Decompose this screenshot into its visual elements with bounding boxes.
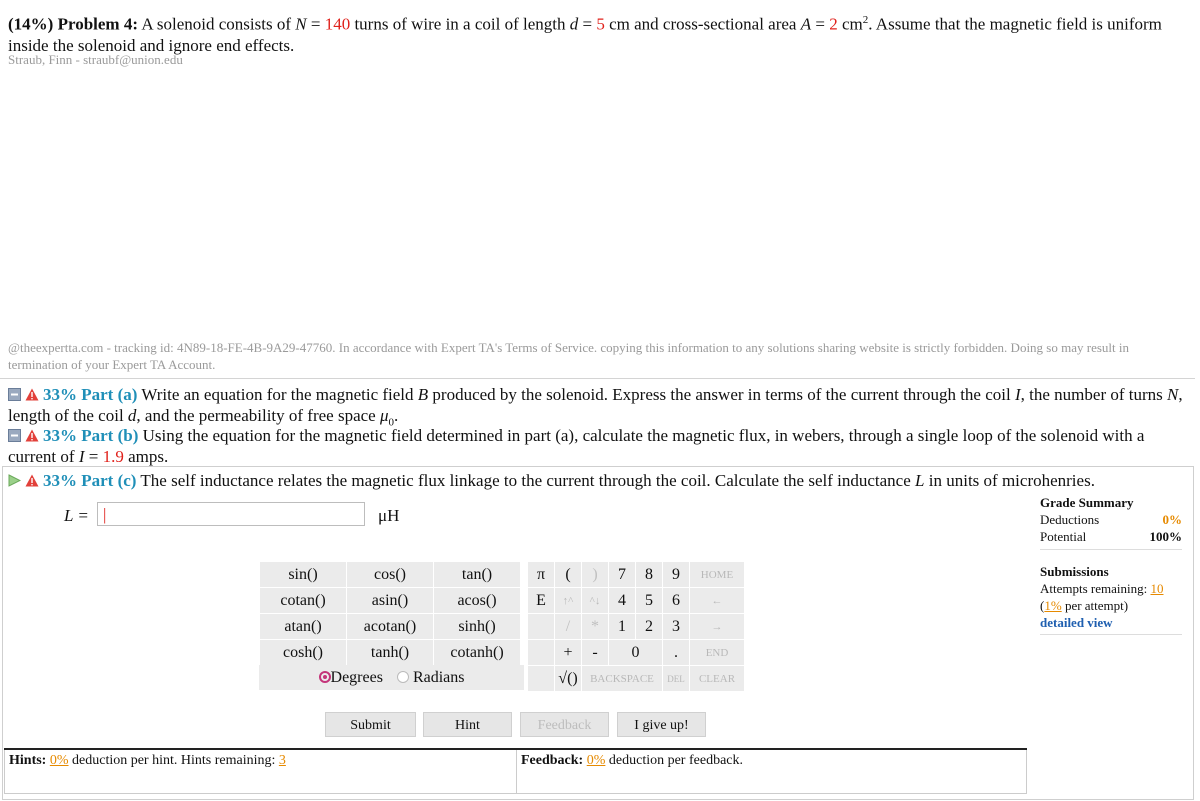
home-key[interactable]: HOME <box>690 562 745 588</box>
cotanh-button[interactable]: cotanh() <box>434 640 521 666</box>
var-l: L <box>915 471 925 490</box>
feedback-button[interactable]: Feedback <box>520 712 609 737</box>
tanh-button[interactable]: tanh() <box>347 640 434 666</box>
open-paren: ( <box>1040 598 1045 613</box>
feedback-deduction: 0% <box>586 753 606 768</box>
minus-key[interactable]: - <box>582 640 609 666</box>
warning-icon <box>25 429 39 442</box>
dot-key[interactable]: . <box>663 640 690 666</box>
deductions-value: 0% <box>1162 512 1182 527</box>
attempts-value: 10 <box>1150 581 1164 596</box>
key-0[interactable]: 0 <box>609 640 663 666</box>
problem-text: cm <box>837 14 863 34</box>
key-6[interactable]: 6 <box>663 588 690 614</box>
answer-label: L = <box>64 506 89 525</box>
degrees-radio[interactable] <box>319 671 331 683</box>
detailed-view-link[interactable]: detailed view <box>1040 615 1113 630</box>
problem-label: Problem 4: <box>57 14 138 34</box>
part-c-title: 33% Part (c) <box>43 471 137 490</box>
problem-text: . Assume that the magnetic field is uniform inside the solenoid and ignore end effects. <box>8 14 1162 55</box>
cos-button[interactable]: cos() <box>347 562 434 588</box>
acotan-button[interactable]: acotan() <box>347 614 434 640</box>
var-mu: μ <box>379 406 389 425</box>
clear-key[interactable]: CLEAR <box>690 666 745 692</box>
warning-icon <box>25 388 39 401</box>
tan-button[interactable]: tan() <box>434 562 521 588</box>
var-d: d <box>127 406 137 425</box>
e-key[interactable]: E <box>528 588 555 614</box>
plus-key[interactable]: + <box>555 640 582 666</box>
submissions-panel <box>1040 563 1182 635</box>
part-text: , length of the coil <box>8 385 1183 425</box>
feedback-text: deduction per feedback. <box>605 753 743 768</box>
part-expand-icon[interactable] <box>8 388 21 401</box>
per-attempt-label: per attempt) <box>1061 598 1129 613</box>
tracking-notice: @theexpertta.com - tracking id: 4N89-18-FE-4B-9A29-47760. In accordance with Expert TA's Terms of Service. copying this information to any solutions sharing website is strictly forbidden. Doing so may result in termination of your Expert TA Account. <box>8 340 1129 372</box>
asin-button[interactable]: asin() <box>347 588 434 614</box>
cotan-button[interactable]: cotan() <box>260 588 347 614</box>
var-i: I <box>78 447 85 466</box>
hints-text: deduction per hint. Hints remaining: <box>68 753 279 768</box>
value-d: 5 <box>596 14 605 34</box>
hints-remaining: 3 <box>278 753 286 768</box>
potential-value: 100% <box>1149 529 1182 544</box>
pi-key[interactable]: π <box>528 562 555 588</box>
author-line: Straub, Finn - straubf@union.edu <box>8 52 183 67</box>
exponent: 2 <box>862 14 869 26</box>
submissions-title: Submissions <box>1040 564 1109 579</box>
warning-icon <box>25 474 39 487</box>
equals: = <box>578 14 597 34</box>
part-text: amps. <box>123 447 169 466</box>
part-text: The self inductance relates the magnetic flux linkage to the current through the coil. Calculate the self inductance <box>136 471 916 490</box>
key-pad <box>527 561 745 692</box>
key-8[interactable]: 8 <box>636 562 663 588</box>
attempts-label: Attempts remaining: <box>1040 581 1151 596</box>
multiply-key[interactable]: * <box>582 614 609 640</box>
var-b: B <box>417 385 429 404</box>
var-n: N <box>295 14 307 34</box>
function-pad <box>259 561 521 666</box>
feedback-label: Feedback: <box>521 753 584 768</box>
part-b-title: 33% Part (b) <box>43 426 139 445</box>
problem-weight: (14%) <box>8 14 54 34</box>
radians-radio[interactable] <box>397 671 409 683</box>
down-arrow-key[interactable]: ^↓ <box>582 588 609 614</box>
part-text: , and the permeability of free space <box>136 406 380 425</box>
part-a-title: 33% Part (a) <box>43 385 138 404</box>
part-text: . <box>394 406 399 425</box>
key-4[interactable]: 4 <box>609 588 636 614</box>
problem-text: turns of wire in a coil of length <box>350 14 570 34</box>
sinh-button[interactable]: sinh() <box>434 614 521 640</box>
blank-key <box>528 614 555 640</box>
submit-button[interactable]: Submit <box>325 712 416 737</box>
value-a: 2 <box>829 14 838 34</box>
var-i: I <box>1014 385 1021 404</box>
hint-button[interactable]: Hint <box>423 712 512 737</box>
grade-summary-title: Grade Summary <box>1040 495 1134 510</box>
equals: = <box>306 14 325 34</box>
part-expand-icon[interactable] <box>8 429 21 442</box>
potential-label: Potential <box>1040 529 1087 544</box>
atan-button[interactable]: atan() <box>260 614 347 640</box>
key-3[interactable]: 3 <box>663 614 690 640</box>
divider <box>1040 634 1182 635</box>
sin-button[interactable]: sin() <box>260 562 347 588</box>
var-a: A <box>800 14 812 34</box>
part-text: Using the equation for the magnetic field determined in part (a), calculate the magnetic flux, in webers, through a single loop of the solenoid with a current of <box>8 426 1145 466</box>
blank-key <box>528 640 555 666</box>
problem-text: cm and cross-sectional area <box>604 14 801 34</box>
backspace-key[interactable]: BACKSPACE <box>582 666 663 692</box>
key-7[interactable]: 7 <box>609 562 636 588</box>
part-text: , the number of turns <box>1020 385 1168 404</box>
blank-key <box>528 666 555 692</box>
subscript: 0 <box>388 416 395 429</box>
end-key[interactable]: END <box>690 640 745 666</box>
radians-label: Radians <box>412 669 465 686</box>
deductions-label: Deductions <box>1040 512 1100 527</box>
feedback-panel <box>516 750 1027 794</box>
hints-label: Hints: <box>9 753 47 768</box>
lparen-key[interactable]: ( <box>555 562 582 588</box>
del-key[interactable]: DEL <box>663 666 690 692</box>
rparen-key[interactable]: ) <box>582 562 609 588</box>
problem-statement <box>8 10 1188 56</box>
key-1[interactable]: 1 <box>609 614 636 640</box>
answer-unit: μH <box>378 506 400 525</box>
play-icon[interactable] <box>8 474 21 487</box>
answer-input[interactable]: | <box>97 502 365 526</box>
part-text: produced by the solenoid. Express the answer in terms of the current through the coil <box>428 385 1015 404</box>
sqrt-key[interactable]: √() <box>555 666 582 692</box>
acos-button[interactable]: acos() <box>434 588 521 614</box>
angle-mode-row <box>259 665 524 690</box>
up-arrow-key[interactable]: ↑^ <box>555 588 582 614</box>
divider <box>0 378 1195 379</box>
right-arrow-key[interactable]: → <box>690 614 745 640</box>
equals: = <box>84 447 103 466</box>
cosh-button[interactable]: cosh() <box>260 640 347 666</box>
divider <box>1040 549 1182 550</box>
var-d: d <box>569 14 579 34</box>
give-up-button[interactable]: I give up! <box>617 712 706 737</box>
equals: = <box>811 14 830 34</box>
hints-deduction: 0% <box>49 753 69 768</box>
part-text: Write an equation for the magnetic field <box>137 385 418 404</box>
var-n: N <box>1167 385 1179 404</box>
value-n: 140 <box>324 14 351 34</box>
divide-key[interactable]: / <box>555 614 582 640</box>
key-2[interactable]: 2 <box>636 614 663 640</box>
degrees-label: Degrees <box>330 669 383 686</box>
left-arrow-key[interactable]: ← <box>690 588 745 614</box>
part-b <box>8 425 1188 467</box>
key-9[interactable]: 9 <box>663 562 690 588</box>
per-attempt-value: 1% <box>1044 598 1062 613</box>
grade-summary <box>1040 494 1182 554</box>
part-text: in units of microhenries. <box>924 471 1095 490</box>
hints-panel <box>4 750 516 794</box>
key-5[interactable]: 5 <box>636 588 663 614</box>
value-i: 1.9 <box>102 447 124 466</box>
part-c <box>8 470 1188 491</box>
problem-text: A solenoid consists of <box>141 14 296 34</box>
